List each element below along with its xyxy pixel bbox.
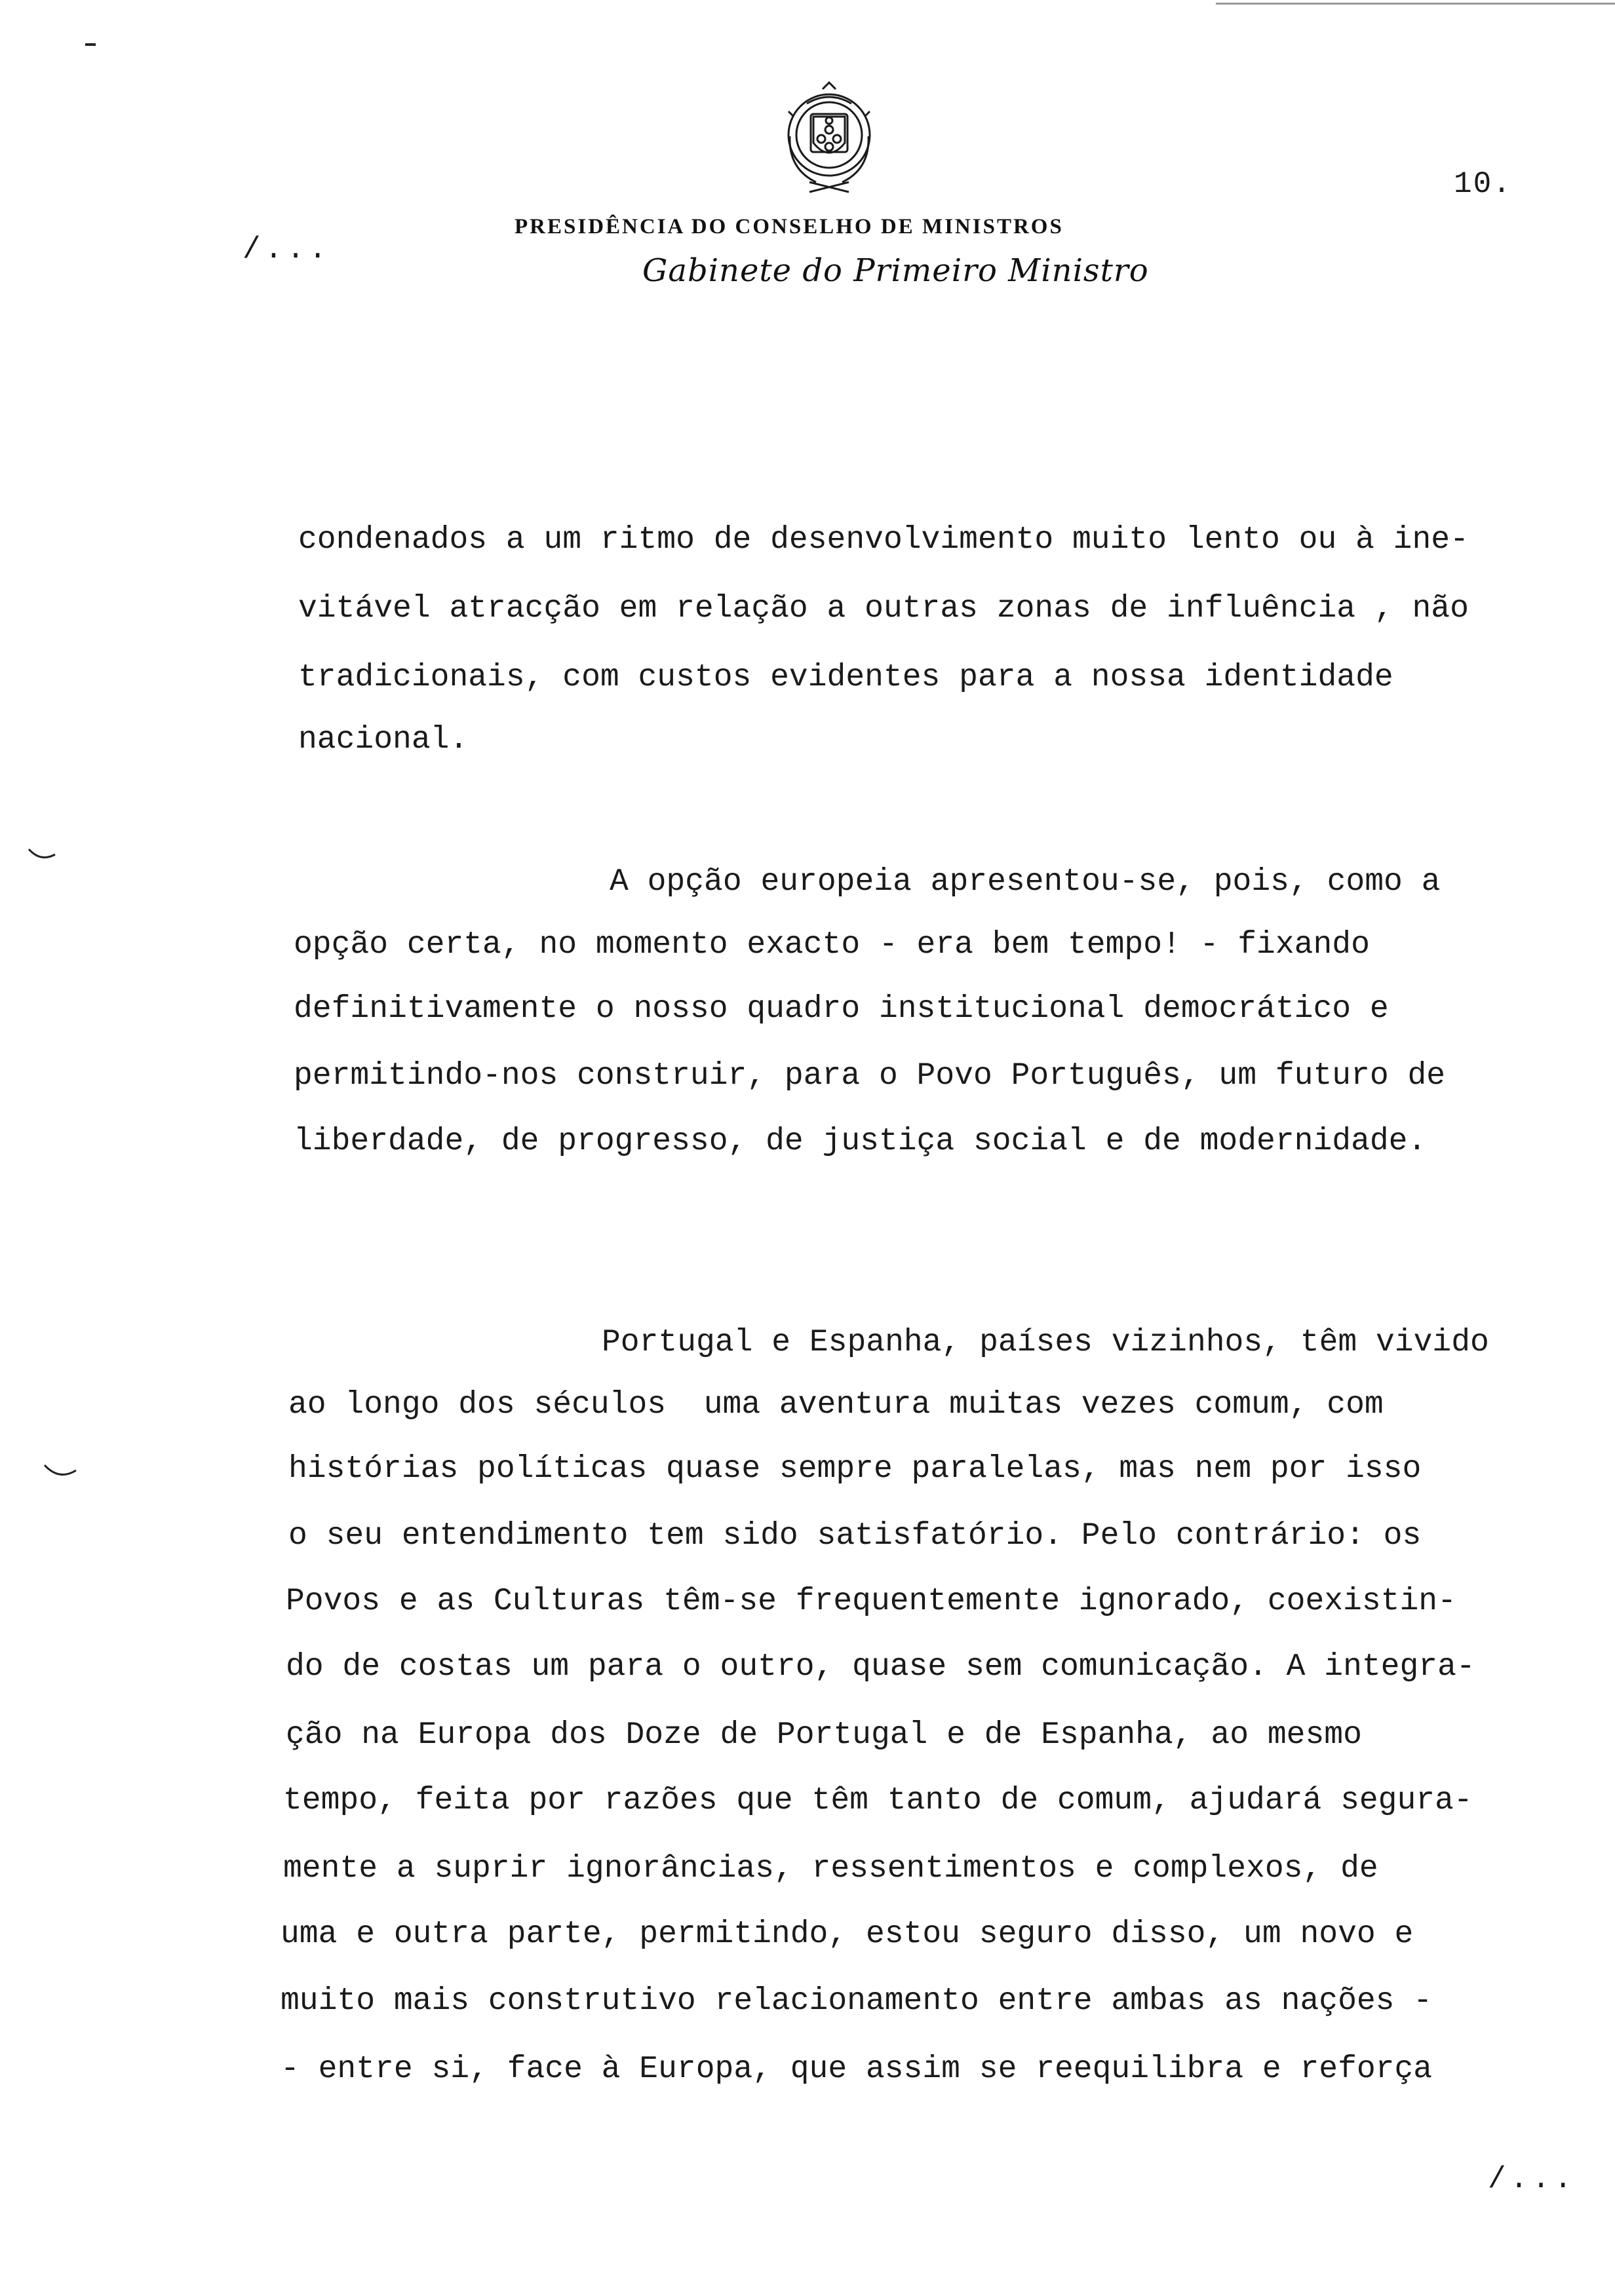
coat-of-arms-emblem <box>770 77 888 202</box>
body-line: muito mais construtivo relacionamento entre ambas as nações - <box>281 1983 1433 2019</box>
cabinet-subheader: Gabinete do Primeiro Ministro <box>642 252 1149 289</box>
body-line: - entre si, face à Europa, que assim se reequilibra e reforça <box>281 2052 1433 2087</box>
body-line: A opção europeia apresentou-se, pois, como a <box>610 864 1441 900</box>
body-line: liberdade, de progresso, de justiça social e de modernidade. <box>294 1124 1427 1159</box>
body-line: vitável atracção em relação a outras zonas de influência , não <box>298 591 1469 626</box>
body-line: opção certa, no momento exacto - era bem tempo! - fixando <box>294 927 1370 963</box>
body-line: nacional. <box>298 722 469 757</box>
body-line: condenados a um ritmo de desenvolvimento muito lento ou à ine- <box>298 522 1469 558</box>
punch-hole-mark <box>42 1461 81 1483</box>
body-line: definitivamente o nosso quadro institucional democrático e <box>294 991 1389 1027</box>
continuation-marker-top: /... <box>243 233 331 267</box>
body-line: ao longo dos séculos uma aventura muitas vezes comum, com <box>288 1387 1384 1423</box>
body-line: uma e outra parte, permitindo, estou seguro disso, um novo e <box>281 1917 1414 1952</box>
body-line: Povos e as Culturas têm-se frequentemente ignorado, coexistin- <box>286 1584 1456 1619</box>
body-line: do de costas um para o outro, quase sem comunicação. A integra- <box>286 1649 1475 1685</box>
continuation-marker-bottom: /... <box>1488 2162 1576 2196</box>
organization-header: PRESIDÊNCIA DO CONSELHO DE MINISTROS <box>515 215 1064 239</box>
body-line: mente a suprir ignorâncias, ressentimentos e complexos, de <box>283 1851 1378 1886</box>
top-edge-rule <box>1216 3 1615 5</box>
punch-hole-mark <box>26 845 59 865</box>
body-line: tempo, feita por razões que têm tanto de comum, ajudará segura- <box>283 1783 1473 1818</box>
body-line: permitindo-nos construir, para o Povo Português, um futuro de <box>294 1058 1446 1094</box>
margin-dash <box>85 43 96 46</box>
body-line: histórias políticas quase sempre paralelas, mas nem por isso <box>288 1451 1422 1487</box>
body-line: tradicionais, com custos evidentes para a nossa identidade <box>298 660 1393 695</box>
body-line: ção na Europa dos Doze de Portugal e de Espanha, ao mesmo <box>286 1717 1362 1753</box>
body-line: o seu entendimento tem sido satisfatório. Pelo contrário: os <box>288 1518 1422 1554</box>
page-number: 10. <box>1454 167 1512 201</box>
body-line: Portugal e Espanha, países vizinhos, têm vivido <box>602 1325 1489 1360</box>
